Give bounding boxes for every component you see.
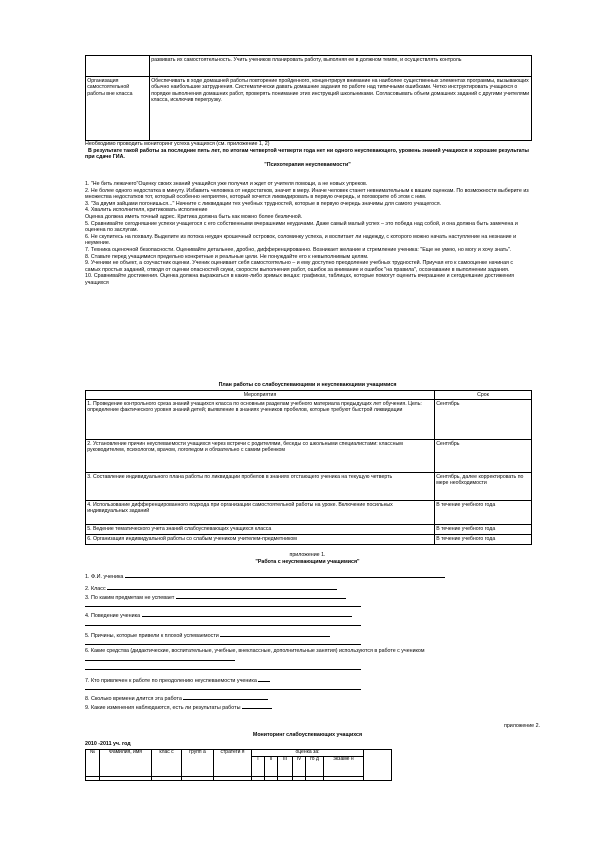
field-label: 3. По каким предметам не успевает xyxy=(85,595,175,601)
form-field-means xyxy=(85,648,530,663)
field-label: 5. Причины, которые привели к плохой успеваемости xyxy=(85,633,219,639)
empty-cell xyxy=(252,777,265,781)
table-row xyxy=(86,77,532,141)
form-field-involved xyxy=(85,676,270,685)
methods-table xyxy=(85,55,532,141)
appendix-2-label: приложение 2. xyxy=(503,723,540,729)
column-header-term: Срок xyxy=(435,391,532,400)
table-cell: Сентябрь, далее корректировать по мере необходимости xyxy=(435,473,532,501)
column-header-year: го д xyxy=(306,757,324,777)
blank-line xyxy=(176,593,346,599)
memo-list xyxy=(85,181,530,287)
appendix-1-label: приложение 1. xyxy=(289,552,326,558)
table-cell: Сентябрь xyxy=(435,400,532,440)
blank-line xyxy=(220,631,330,637)
list-item: 8. Ставьте перед учащимися предельно конкретные и реальные цели. Не понуждайте его к невыполнимым целям. xyxy=(85,253,369,260)
table-row xyxy=(86,473,532,501)
memo-title: "Психотерапия неуспеваемости" xyxy=(264,161,351,168)
column-header-q4: IV xyxy=(293,757,306,777)
empty-cell xyxy=(100,777,152,781)
column-header-number: № xyxy=(86,750,100,777)
list-item: 6. Не скупитесь на похвалу. Выделите из потока неудач крошечный островок, соломинку успеха, и воспитает ли надежду, с которого можно начать наступление на незнание и неумение. xyxy=(85,233,517,247)
list-item: 9. Ученики не объект, а соучастник оценки. Ученик оценивает себя самостоятельно – и ему доступно преодоление учебных трудностей. Приучая его к самооценке начиная с самых простых заданий, отводя от оценки опасностей скуки, скорости выполнения работ, ошибок за внимание и ошибок "на правила", осознавание в выполнении задания. xyxy=(85,260,514,273)
empty-cell xyxy=(278,777,293,781)
table-row xyxy=(86,777,392,781)
blank-line xyxy=(142,611,352,617)
list-item: 3. "За двумя зайцами погонишься..." Начните с ликвидации тех учебных трудностей, которые в первую очередь значимы для самого учащегося. xyxy=(85,200,442,207)
empty-cell xyxy=(364,750,392,781)
table-cell: В течение учебного года xyxy=(435,525,532,535)
empty-cell xyxy=(265,777,278,781)
form-field-reasons xyxy=(85,631,330,640)
form-field-class xyxy=(85,584,337,593)
blank-line xyxy=(183,694,268,700)
table-cell: 3. Составление индивидуального плана работы по ликвидации пробелов в знаниях отстающего ученика на текущую четверть xyxy=(86,473,435,501)
blank-line xyxy=(85,669,361,670)
column-header-class: клас с xyxy=(152,750,182,777)
column-header-grades: оценка за: xyxy=(252,750,364,757)
blank-line xyxy=(85,644,361,645)
table-row xyxy=(86,501,532,525)
table-cell: 1. Проведение контрольного среза знаний учащихся класса по основным разделам учебного материала предыдущих лет обучения. Цель: определение фактического уровня знаний детей; выявление в знаниях учеников пробелов, которые требуют быстрой ликвидации xyxy=(86,400,435,440)
field-label: 7. Кто привлечен к работе по преодолению неуспеваемости ученика xyxy=(85,678,257,684)
column-header-q2: II xyxy=(265,757,278,777)
column-header-name: Фамилия, имя xyxy=(100,750,152,777)
list-item: 1. "Не бить лежачего"Оценку своих знаний учащийся уже получил и ждет от учителя помощи, а не новых упреков. xyxy=(85,181,368,187)
form-field-subjects xyxy=(85,593,346,602)
column-header-activity: Мероприятия xyxy=(86,391,435,400)
form-field-behavior xyxy=(85,611,352,620)
empty-cell xyxy=(306,777,324,781)
field-label: 4. Поведение ученика xyxy=(85,613,141,619)
list-item: 2. Не более одного недостатка в минуту. Избавить человека от недостатков, значит в меру. Иначе человек станет невнимательным к вашим оценкам. По возможности выберите из множества недостатков тот, который особенно неприятен, который хочется ликвидировать в первую очередь, и поговорите об этом с ним. xyxy=(85,187,529,201)
table-cell: развивать их самостоятельность. Учить учеников планировать работу, выполняя ее в должном темпе, и осуществлять контроль xyxy=(150,56,532,77)
table-cell: Обеспечивать в ходе домашней работы повторение пройденного, концентрируя внимание на наиболее существенных элементах программы, вызывающих обычно наибольшие затруднения. Систематически давать домашние задания по работе над типичными ошибками. Четко инструктировать учащихся о порядке выполнения домашних работ, проверять понимание этих инструкций школьниками. Согласовывать объем домашних заданий с другими учителями класса, исключив перегрузку. xyxy=(150,77,532,141)
appendix-1-title: "Работа с неуспевающими учащимися" xyxy=(255,559,360,565)
form-field-name xyxy=(85,572,445,581)
appendix-2-title: Мониторинг слабоуспевающих учащихся xyxy=(252,732,363,738)
list-item: 10. Сравнивайте достижения. Оценка должна выражаться в каких-либо зримых вещах: графиках, таблицах, которые помогут оценить вчерашние и сегодняшние достижения учащихся xyxy=(85,273,515,286)
field-label: 1. Ф.И. ученика xyxy=(85,574,124,580)
table-row xyxy=(86,535,532,545)
table-cell: В течение учебного года xyxy=(435,535,532,545)
monitoring-table xyxy=(85,749,392,781)
list-item: 5. Сравнивайте сегодняшние успехи учащегося с его собственными вчерашними неудачами. Даже самый малый успех – это победа над собой, и она должна быть замечена и оценена по заслугам. xyxy=(85,220,518,234)
table-cell: Организация самостоятельной работы вне класса xyxy=(86,77,150,141)
column-header-q1: I xyxy=(252,757,265,777)
table-row xyxy=(86,400,532,440)
list-item: 4. Хвалить исполнителя, критиковать исполнение xyxy=(85,207,208,214)
column-header-strategy: стратеги я xyxy=(214,750,252,777)
field-label: 9. Какие изменения наблюдаются, есть ли результаты работы xyxy=(85,705,241,711)
table-row xyxy=(86,56,532,77)
table-row xyxy=(86,525,532,535)
list-item: 7. Техника оценочной безопасности. Оценивайте детальнее, дробно, дифференцированно. Возникает желание и стремление ученика: "Еще не умею, но могу и хочу знать". xyxy=(85,246,512,253)
blank-line xyxy=(242,703,272,709)
form-field-duration xyxy=(85,694,268,703)
table-cell: Сентябрь xyxy=(435,440,532,473)
empty-cell xyxy=(293,777,306,781)
field-label: 2. Класс xyxy=(85,586,106,592)
field-label: 6. Какие средства (дидактические, воспитательные, учебные, внеклассные, дополнительные занятия) используются в работе с учеником xyxy=(85,648,425,654)
empty-cell xyxy=(182,777,214,781)
column-header-group: групп а xyxy=(182,750,214,777)
empty-cell xyxy=(86,777,100,781)
blank-line xyxy=(107,584,337,590)
school-year: 2010 -2011 уч. год xyxy=(85,741,131,747)
empty-cell xyxy=(214,777,252,781)
intro-block xyxy=(85,141,530,168)
form-field-changes xyxy=(85,703,272,712)
plan-title: План работы со слабоуспевающими и неуспевающими учащимися xyxy=(218,382,397,388)
plan-table xyxy=(85,390,532,545)
table-cell: 4. Использование дифференцированного подхода при организации самостоятельной работы на уроке. Включение посильных индивидуальных заданий xyxy=(86,501,435,525)
list-item: Оценка должна иметь точный адрес. Критика должна быть как можно более безличной. xyxy=(85,213,303,220)
table-cell: 6. Организация индивидуальной работы со слабым учеником учителем-предметником xyxy=(86,535,435,545)
table-cell: 2. Установление причин неуспеваемости учащихся через встречи с родителями, беседы со школьными специалистами: классным руководителем, психологом, врачом, логопедом и обязательно с самим ребенком xyxy=(86,440,435,473)
blank-line xyxy=(85,606,361,607)
blank-line xyxy=(85,655,235,661)
field-label: 8. Сколько времени длится эта работа xyxy=(85,696,182,702)
empty-cell xyxy=(324,777,364,781)
column-header-q3: III xyxy=(278,757,293,777)
column-header-exam: экзаме н xyxy=(324,757,364,777)
intro-line-2: В результате такой работы за последние пять лет, по итогам четвертой четверти года нет ни одного неуспевающего, уровень знаний учащихся и хорошие результаты при сдаче ГИА. xyxy=(85,147,529,161)
table-row xyxy=(86,440,532,473)
empty-cell xyxy=(152,777,182,781)
blank-line xyxy=(85,689,361,690)
blank-line xyxy=(85,625,361,626)
table-header-row xyxy=(86,391,532,400)
table-cell: 5. Ведение тематического учета знаний слабоуспевающих учащихся класса xyxy=(86,525,435,535)
intro-line-1: Необходимо проводить мониторинг усгеха учащихся (см. приложение 1, 2) xyxy=(85,141,270,147)
blank-line xyxy=(125,572,445,578)
blank-line xyxy=(258,676,270,682)
table-cell: В течение учебного года xyxy=(435,501,532,525)
table-cell xyxy=(86,56,150,77)
